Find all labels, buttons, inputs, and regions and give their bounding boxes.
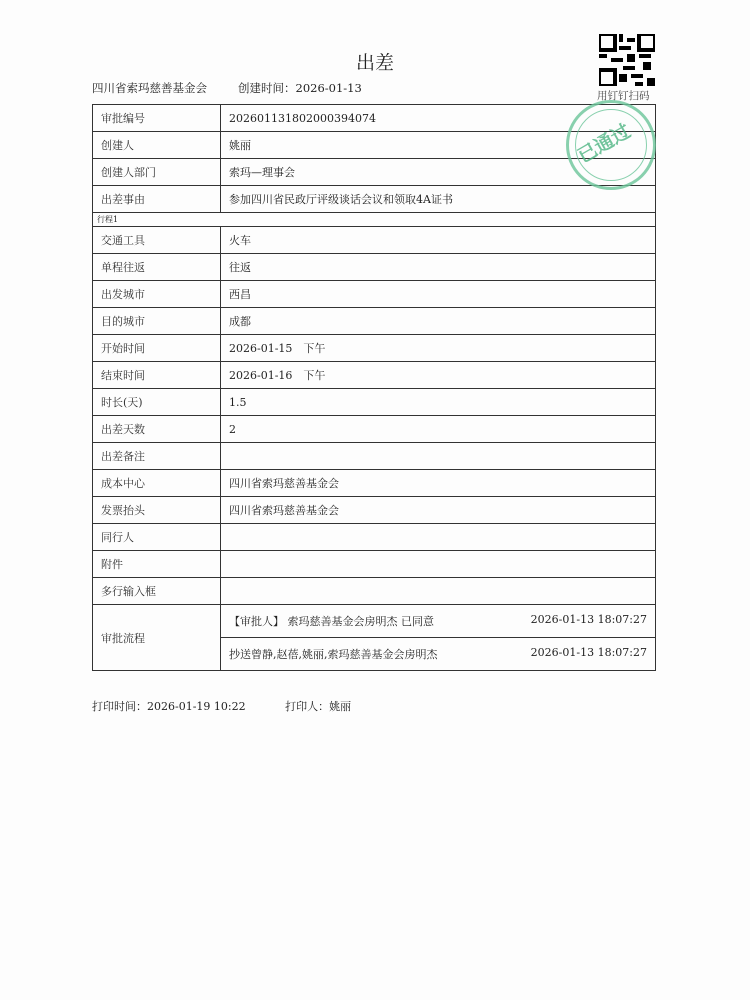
approved-stamp <box>566 100 656 190</box>
stamp-text: 已通过 <box>574 120 635 168</box>
field-label: 附件 <box>93 551 221 578</box>
approval-table <box>92 104 656 671</box>
created-time: 创建时间：2026-01-13 <box>238 81 362 95</box>
table-row <box>93 524 656 551</box>
table-row <box>93 227 656 254</box>
field-value: 索玛—理事会 <box>221 159 656 186</box>
table-row <box>93 281 656 308</box>
organization: 四川省索玛慈善基金会 <box>92 81 207 95</box>
field-label: 目的城市 <box>93 308 221 335</box>
qr-code-icon <box>599 34 655 86</box>
field-label: 审批编号 <box>93 105 221 132</box>
flow-step-time: 2026-01-13 18:07:27 <box>530 646 647 659</box>
flow-step-text: 【审批人】 索玛慈善基金会房明杰 已同意 <box>229 615 434 628</box>
flow-step-text: 抄送曾静,赵蓓,姚丽,索玛慈善基金会房明杰 <box>229 648 438 661</box>
field-label: 出发城市 <box>93 281 221 308</box>
table-row <box>93 186 656 213</box>
field-label: 出差天数 <box>93 416 221 443</box>
field-label: 开始时间 <box>93 335 221 362</box>
field-value: 2026-01-16 下午 <box>221 362 656 389</box>
field-label: 发票抬头 <box>93 497 221 524</box>
field-value: 202601131802000394074 <box>221 105 656 132</box>
field-value <box>221 551 656 578</box>
qr-label: 用钉钉扫码 <box>597 90 650 102</box>
field-value: 2 <box>221 416 656 443</box>
field-value: 火车 <box>221 227 656 254</box>
flow-step <box>221 638 656 671</box>
field-label: 创建人部门 <box>93 159 221 186</box>
field-value <box>221 443 656 470</box>
field-value: 西昌 <box>221 281 656 308</box>
table-row <box>93 578 656 605</box>
table-row <box>93 416 656 443</box>
footer <box>92 698 387 714</box>
field-label: 结束时间 <box>93 362 221 389</box>
table-row <box>93 551 656 578</box>
flow-step <box>221 605 656 638</box>
field-value: 成都 <box>221 308 656 335</box>
field-label: 同行人 <box>93 524 221 551</box>
approval-flow-row <box>93 605 656 638</box>
table-row <box>93 362 656 389</box>
table-row <box>93 497 656 524</box>
field-value: 四川省索玛慈善基金会 <box>221 470 656 497</box>
page-title: 出差 <box>355 52 394 74</box>
field-value <box>221 578 656 605</box>
table-row <box>93 335 656 362</box>
field-label: 审批流程 <box>93 605 221 671</box>
printer: 打印人：姚丽 <box>285 700 352 713</box>
field-label: 出差事由 <box>93 186 221 213</box>
table-row <box>93 389 656 416</box>
field-label: 单程往返 <box>93 254 221 281</box>
field-value: 2026-01-15 下午 <box>221 335 656 362</box>
field-label: 出差备注 <box>93 443 221 470</box>
print-time: 打印时间：2026-01-19 10:22 <box>92 700 246 713</box>
field-value: 1.5 <box>221 389 656 416</box>
field-value: 姚丽 <box>221 132 656 159</box>
field-label: 创建人 <box>93 132 221 159</box>
table-row <box>93 470 656 497</box>
field-value: 四川省索玛慈善基金会 <box>221 497 656 524</box>
table-row <box>93 443 656 470</box>
field-value <box>221 524 656 551</box>
field-label: 多行输入框 <box>93 578 221 605</box>
field-value: 参加四川省民政厅评级谈话会议和领取4A证书 <box>221 186 656 213</box>
table-row <box>93 308 656 335</box>
section-label: 行程1 <box>93 213 656 227</box>
field-label: 时长(天) <box>93 389 221 416</box>
section-row <box>93 213 656 227</box>
flow-step-time: 2026-01-13 18:07:27 <box>530 613 647 626</box>
table-row <box>93 254 656 281</box>
field-value: 往返 <box>221 254 656 281</box>
field-label: 交通工具 <box>93 227 221 254</box>
field-label: 成本中心 <box>93 470 221 497</box>
